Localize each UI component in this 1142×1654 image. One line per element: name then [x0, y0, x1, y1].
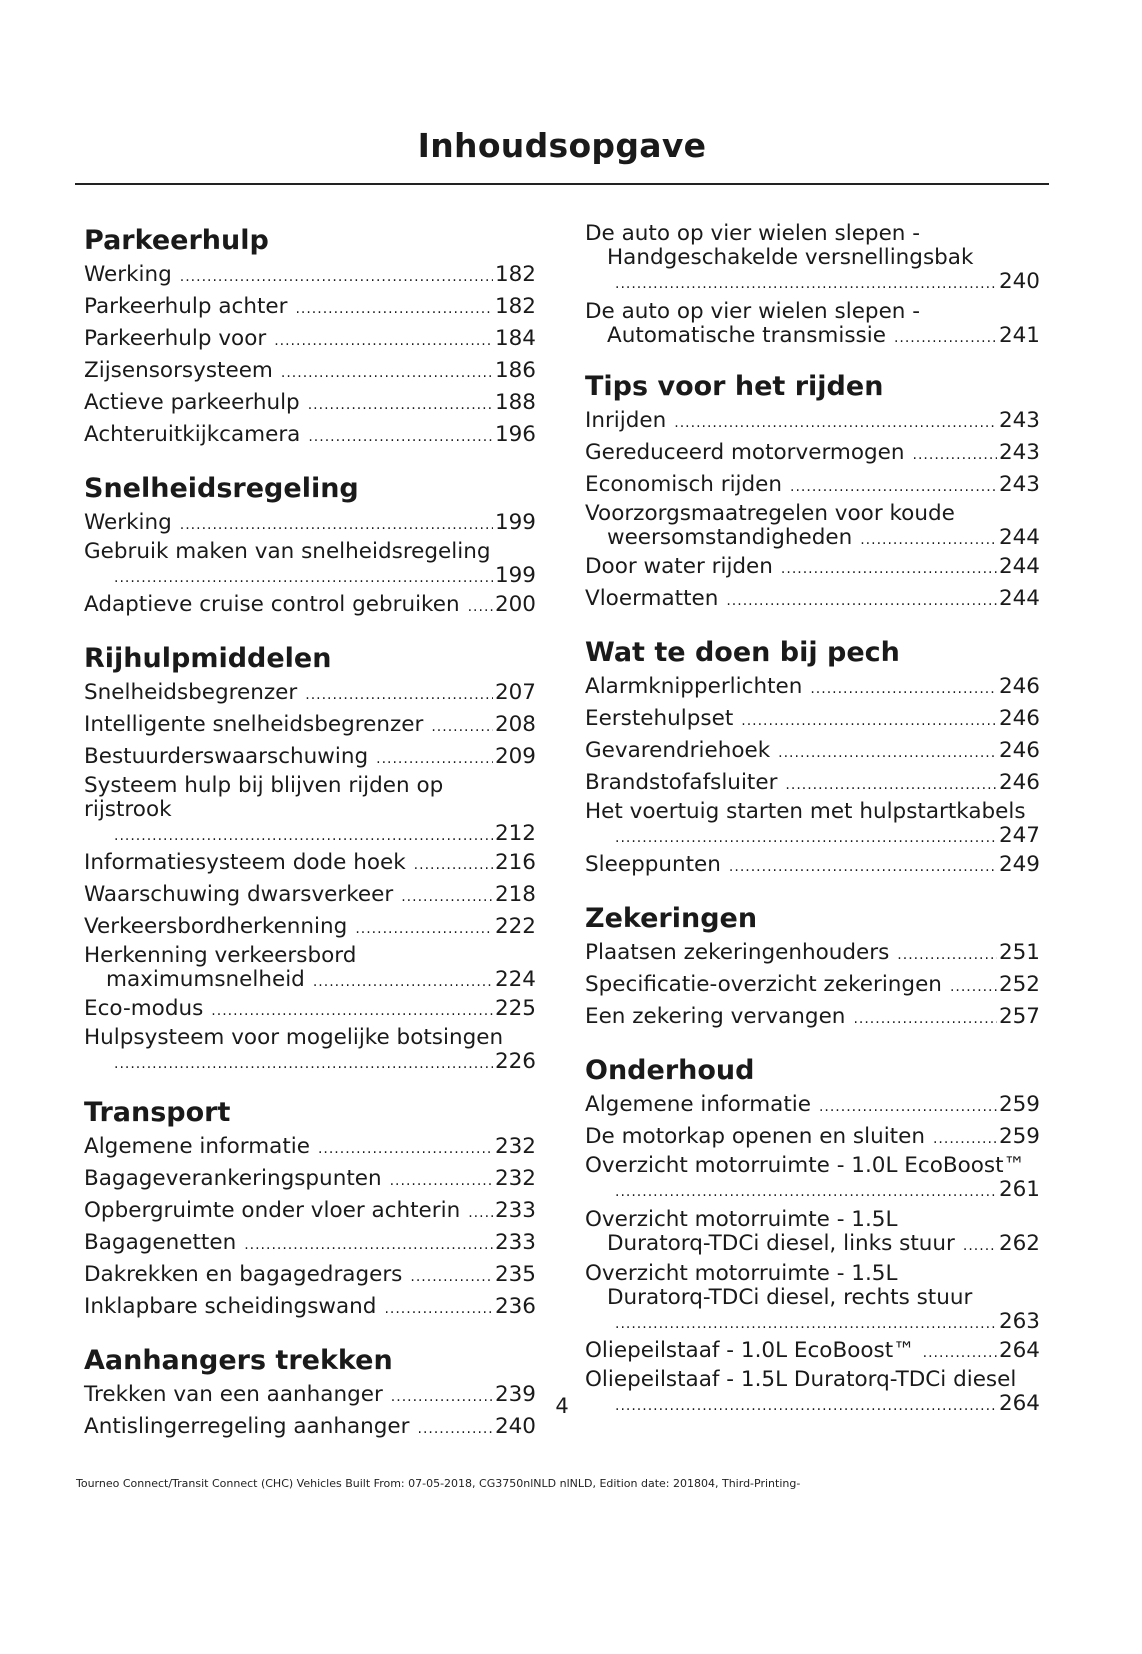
- toc-entry[interactable]: [585, 300, 1040, 350]
- entry-page: 208: [494, 712, 536, 737]
- entry-label: Inrijden: [585, 408, 667, 433]
- entry-label: Bestuurderswaarschuwing: [84, 744, 369, 769]
- entry-label: Overzicht motorruimte - 1.0L EcoBoost™: [585, 1153, 1026, 1178]
- entry-label: Vloermatten: [585, 586, 719, 611]
- toc-entry[interactable]: [585, 672, 1040, 704]
- entry-page: 218: [494, 882, 536, 907]
- dot-leader: [819, 1092, 997, 1122]
- toc-entry[interactable]: [585, 1208, 1040, 1258]
- entry-page: 244: [998, 525, 1040, 550]
- entry-page: 244: [998, 586, 1040, 611]
- dot-leader: [785, 770, 997, 800]
- entry-page: 236: [494, 1294, 536, 1319]
- entry-label: Oliepeilstaaf - 1.0L EcoBoost™: [585, 1338, 915, 1363]
- entry-page: 233: [494, 1198, 536, 1223]
- toc-right-column: [585, 222, 1040, 1436]
- toc-section-parkeerhulp: [84, 222, 536, 452]
- toc-entry[interactable]: [84, 774, 536, 848]
- toc-entry[interactable]: [84, 540, 536, 590]
- entry-label-continued: Automatische transmissie: [607, 323, 886, 348]
- dot-leader: [963, 1234, 997, 1258]
- entry-label: Een zekering vervangen: [585, 1004, 846, 1029]
- entry-label: Plaatsen zekeringenhouders: [585, 940, 890, 965]
- entry-page: 196: [494, 422, 536, 447]
- toc-entry[interactable]: [84, 1292, 536, 1324]
- section-heading: Aanhangers trekken: [84, 1345, 393, 1376]
- entry-label: Verkeersbordherkenning: [84, 914, 348, 939]
- entry-page: 224: [494, 967, 536, 992]
- dot-leader: [410, 1262, 493, 1292]
- footer-edition-note: Tourneo Connect/Transit Connect (CHC) Vehicles Built From: 07-05-2018, CG3750nlNLD nlNLD, Edition date: 201804, Third-Printing-: [76, 1477, 801, 1490]
- entry-page: 199: [494, 510, 536, 535]
- toc-entry[interactable]: [585, 1154, 1040, 1204]
- entry-page: 257: [998, 1004, 1040, 1029]
- entry-label: Parkeerhulp voor: [84, 326, 267, 351]
- dot-leader: [615, 1180, 997, 1204]
- entry-label: Parkeerhulp achter: [84, 294, 288, 319]
- entry-label: Bagageverankeringspunten: [84, 1166, 382, 1191]
- dot-leader: [308, 422, 493, 452]
- dot-leader: [781, 554, 997, 584]
- toc-left-column: [84, 222, 536, 1462]
- toc-entry[interactable]: [84, 292, 536, 324]
- dot-leader: [295, 294, 493, 324]
- entry-page: 240: [494, 1414, 536, 1439]
- entry-page: 263: [998, 1309, 1040, 1334]
- toc-entry[interactable]: [84, 1196, 536, 1228]
- entry-label: Het voertuig starten met hulpstartkabels: [585, 799, 1026, 824]
- toc-entry[interactable]: [84, 742, 536, 774]
- entry-continuation: [84, 968, 536, 994]
- dot-leader: [418, 1414, 493, 1444]
- entry-page: 251: [998, 940, 1040, 965]
- toc-entry[interactable]: [585, 938, 1040, 970]
- dot-leader: [741, 706, 997, 736]
- entry-page: 182: [494, 262, 536, 287]
- dot-leader: [274, 326, 493, 356]
- entry-label: Specificatie-overzicht zekeringen: [585, 972, 942, 997]
- dot-leader: [355, 914, 493, 944]
- entry-page: 212: [494, 821, 536, 846]
- toc-section-rijhulpmiddelen: [84, 640, 536, 1076]
- toc-entry[interactable]: [585, 704, 1040, 736]
- entry-page: 184: [494, 326, 536, 351]
- entry-label: Werking: [84, 510, 172, 535]
- toc-entry[interactable]: [84, 880, 536, 912]
- toc-entry[interactable]: [585, 1090, 1040, 1122]
- entry-label: Oliepeilstaaf - 1.5L Duratorq-TDCi diesel: [585, 1367, 1017, 1392]
- dot-leader: [894, 326, 997, 350]
- dot-leader: [281, 358, 493, 388]
- dot-leader: [950, 972, 997, 1002]
- dot-leader: [810, 674, 997, 704]
- toc-section-slepen: [585, 222, 1040, 350]
- entry-label: Gebruik maken van snelheidsregeling: [84, 539, 491, 564]
- entry-page: 259: [998, 1092, 1040, 1117]
- section-heading: Tips voor het rijden: [585, 371, 884, 402]
- entry-page: 243: [998, 440, 1040, 465]
- dot-leader: [211, 996, 493, 1026]
- toc-entry[interactable]: [84, 1164, 536, 1196]
- toc-entry[interactable]: [84, 1026, 536, 1076]
- entry-page: 186: [494, 358, 536, 383]
- entry-page: 262: [998, 1231, 1040, 1256]
- dot-leader: [376, 744, 493, 774]
- entry-label: Herkenning verkeersbord: [84, 943, 357, 968]
- entry-continuation: [84, 1050, 536, 1076]
- entry-label: Inklapbare scheidingswand: [84, 1294, 377, 1319]
- title-divider: [75, 183, 1049, 185]
- dot-leader: [790, 472, 997, 502]
- dot-leader: [468, 1198, 493, 1228]
- entry-page: 246: [998, 674, 1040, 699]
- section-heading: Snelheidsregeling: [84, 473, 359, 504]
- entry-label-continued: Duratorq-TDCi diesel, links stuur: [607, 1231, 955, 1256]
- entry-continuation: [585, 1232, 1040, 1258]
- entry-continuation: [585, 270, 1040, 296]
- toc-entry[interactable]: [84, 388, 536, 420]
- entry-label: Eerstehulpset: [585, 706, 734, 731]
- dot-leader: [318, 1134, 493, 1164]
- entry-label: Voorzorgsmaatregelen voor koude: [585, 501, 955, 526]
- entry-label: Werking: [84, 262, 172, 287]
- toc-entry[interactable]: [84, 1228, 536, 1260]
- dot-leader: [860, 528, 997, 552]
- dot-leader: [853, 1004, 997, 1034]
- entry-label: Informatiesysteem dode hoek: [84, 850, 406, 875]
- entry-label: Overzicht motorruimte - 1.5L: [585, 1261, 898, 1286]
- entry-continuation: [585, 1310, 1040, 1336]
- entry-page: 239: [494, 1382, 536, 1407]
- entry-label: Algemene informatie: [585, 1092, 811, 1117]
- entry-page: 243: [998, 472, 1040, 497]
- entry-label: De auto op vier wielen slepen -: [585, 221, 921, 246]
- toc-section-zekeringen: [585, 900, 1040, 1034]
- entry-page: 259: [998, 1124, 1040, 1149]
- entry-label-continued: Handgeschakelde versnellingsbak: [607, 245, 974, 270]
- toc-entry[interactable]: [585, 800, 1040, 850]
- dot-leader: [468, 592, 493, 622]
- dot-leader: [401, 882, 493, 912]
- entry-continuation: [84, 822, 536, 848]
- entry-page: 261: [998, 1177, 1040, 1202]
- toc-entry[interactable]: [585, 1122, 1040, 1154]
- dot-leader: [414, 850, 493, 880]
- toc-entry[interactable]: [585, 1336, 1040, 1368]
- toc-entry[interactable]: [84, 508, 536, 540]
- dot-leader: [897, 940, 997, 970]
- entry-page: 264: [998, 1391, 1040, 1416]
- toc-entry[interactable]: [585, 470, 1040, 502]
- section-heading: Onderhoud: [585, 1055, 755, 1086]
- entry-page: 246: [998, 738, 1040, 763]
- entry-continuation: [585, 526, 1040, 552]
- toc-entry[interactable]: [84, 678, 536, 710]
- toc-entry[interactable]: [585, 584, 1040, 616]
- toc-entry[interactable]: [585, 552, 1040, 584]
- entry-label: Intelligente snelheidsbegrenzer: [84, 712, 424, 737]
- entry-page: 233: [494, 1230, 536, 1255]
- dot-leader: [615, 272, 997, 296]
- dot-leader: [726, 586, 997, 616]
- entry-page: 207: [494, 680, 536, 705]
- entry-label: Dakrekken en bagagedragers: [84, 1262, 403, 1287]
- section-heading: Zekeringen: [585, 903, 758, 934]
- entry-page: 240: [998, 269, 1040, 294]
- dot-leader: [729, 852, 997, 882]
- toc-entry[interactable]: [84, 912, 536, 944]
- entry-continuation: [585, 824, 1040, 850]
- toc-section-onderhoud: [585, 1052, 1040, 1418]
- toc-entry[interactable]: [84, 356, 536, 388]
- entry-page: 200: [494, 592, 536, 617]
- section-heading: Rijhulpmiddelen: [84, 643, 332, 674]
- toc-entry[interactable]: [585, 850, 1040, 882]
- dot-leader: [114, 566, 493, 590]
- dot-leader: [615, 826, 997, 850]
- entry-page: 232: [494, 1134, 536, 1159]
- toc-entry[interactable]: [84, 590, 536, 622]
- entry-label: Snelheidsbegrenzer: [84, 680, 298, 705]
- entry-label: Achteruitkijkcamera: [84, 422, 301, 447]
- entry-page: 235: [494, 1262, 536, 1287]
- entry-page: 244: [998, 554, 1040, 579]
- entry-page: 246: [998, 770, 1040, 795]
- entry-page: 226: [494, 1049, 536, 1074]
- entry-label: Door water rijden: [585, 554, 773, 579]
- dot-leader: [180, 262, 493, 292]
- dot-leader: [778, 738, 997, 768]
- toc-entry[interactable]: [585, 438, 1040, 470]
- dot-leader: [313, 970, 493, 994]
- toc-section-snelheidsregeling: [84, 470, 536, 622]
- entry-label-continued: weersomstandigheden: [607, 525, 853, 550]
- toc-entry[interactable]: [585, 970, 1040, 1002]
- page-number: 4: [555, 1394, 569, 1418]
- entry-label: De auto op vier wielen slepen -: [585, 299, 921, 324]
- entry-page: 216: [494, 850, 536, 875]
- entry-label: Eco-modus: [84, 996, 204, 1021]
- entry-label: Brandstofafsluiter: [585, 770, 778, 795]
- entry-continuation: [585, 324, 1040, 350]
- entry-label: Hulpsysteem voor mogelijke botsingen: [84, 1025, 504, 1050]
- entry-label: Sleeppunten: [585, 852, 721, 877]
- toc-section-tips-voor-het-rijden: [585, 368, 1040, 616]
- entry-page: 232: [494, 1166, 536, 1191]
- page-title: Inhoudsopgave: [417, 126, 707, 165]
- toc-entry[interactable]: [84, 994, 536, 1026]
- entry-label: Waarschuwing dwarsverkeer: [84, 882, 394, 907]
- dot-leader: [384, 1294, 493, 1324]
- entry-page: 246: [998, 706, 1040, 731]
- toc-section-aanhangers-trekken: [84, 1342, 536, 1444]
- toc-entry[interactable]: [84, 710, 536, 742]
- dot-leader: [114, 824, 493, 848]
- entry-page: 247: [998, 823, 1040, 848]
- entry-page: 241: [998, 323, 1040, 348]
- entry-page: 222: [494, 914, 536, 939]
- dot-leader: [913, 440, 997, 470]
- entry-page: 199: [494, 563, 536, 588]
- entry-page: 188: [494, 390, 536, 415]
- entry-label: Systeem hulp bij blijven rijden op rijstrook: [84, 773, 444, 822]
- dot-leader: [933, 1124, 997, 1154]
- dot-leader: [180, 510, 493, 540]
- toc-entry[interactable]: [84, 1132, 536, 1164]
- entry-continuation: [585, 1178, 1040, 1204]
- toc-entry[interactable]: [585, 1002, 1040, 1034]
- entry-label: Economisch rijden: [585, 472, 783, 497]
- entry-page: 225: [494, 996, 536, 1021]
- toc-entry[interactable]: [585, 736, 1040, 768]
- entry-label: Zijsensorsysteem: [84, 358, 273, 383]
- entry-label: Gevarendriehoek: [585, 738, 771, 763]
- entry-page: 209: [494, 744, 536, 769]
- dot-leader: [308, 390, 493, 420]
- entry-label: De motorkap openen en sluiten: [585, 1124, 925, 1149]
- entry-label: Actieve parkeerhulp: [84, 390, 300, 415]
- section-heading: Parkeerhulp: [84, 225, 269, 256]
- section-heading: Transport: [84, 1097, 231, 1128]
- toc-entry[interactable]: [585, 222, 1040, 296]
- entry-page: 252: [998, 972, 1040, 997]
- entry-page: 264: [998, 1338, 1040, 1363]
- toc-entry[interactable]: [84, 1260, 536, 1292]
- entry-label-continued: Duratorq-TDCi diesel, rechts stuur: [607, 1285, 973, 1310]
- section-heading: Wat te doen bij pech: [585, 637, 900, 668]
- entry-label: Bagagenetten: [84, 1230, 237, 1255]
- dot-leader: [305, 680, 493, 710]
- entry-label: Adaptieve cruise control gebruiken: [84, 592, 460, 617]
- dot-leader: [114, 1052, 493, 1076]
- entry-label: Gereduceerd motorvermogen: [585, 440, 905, 465]
- entry-label: Overzicht motorruimte - 1.5L: [585, 1207, 898, 1232]
- entry-page: 182: [494, 294, 536, 319]
- entry-label-continued: maximumsnelheid: [106, 967, 305, 992]
- dot-leader: [390, 1166, 493, 1196]
- entry-label: Alarmknipperlichten: [585, 674, 803, 699]
- toc-section-wat-te-doen-bij-pech: [585, 634, 1040, 882]
- dot-leader: [244, 1230, 493, 1260]
- dot-leader: [431, 712, 493, 742]
- entry-continuation: [84, 564, 536, 590]
- toc-entry[interactable]: [585, 502, 1040, 552]
- toc-entry[interactable]: [84, 324, 536, 356]
- entry-label: Trekken van een aanhanger: [84, 1382, 383, 1407]
- entry-label: Algemene informatie: [84, 1134, 310, 1159]
- toc-entry[interactable]: [585, 1262, 1040, 1336]
- toc-section-transport: [84, 1094, 536, 1324]
- dot-leader: [674, 408, 997, 438]
- toc-entry[interactable]: [84, 848, 536, 880]
- toc-entry[interactable]: [585, 768, 1040, 800]
- toc-entry[interactable]: [84, 260, 536, 292]
- entry-label: Opbergruimte onder vloer achterin: [84, 1198, 461, 1223]
- entry-page: 249: [998, 852, 1040, 877]
- toc-entry[interactable]: [585, 406, 1040, 438]
- dot-leader: [615, 1312, 997, 1336]
- toc-entry[interactable]: [84, 944, 536, 994]
- entry-page: 243: [998, 408, 1040, 433]
- entry-label: Antislingerregeling aanhanger: [84, 1414, 410, 1439]
- toc-entry[interactable]: [84, 420, 536, 452]
- dot-leader: [923, 1338, 997, 1368]
